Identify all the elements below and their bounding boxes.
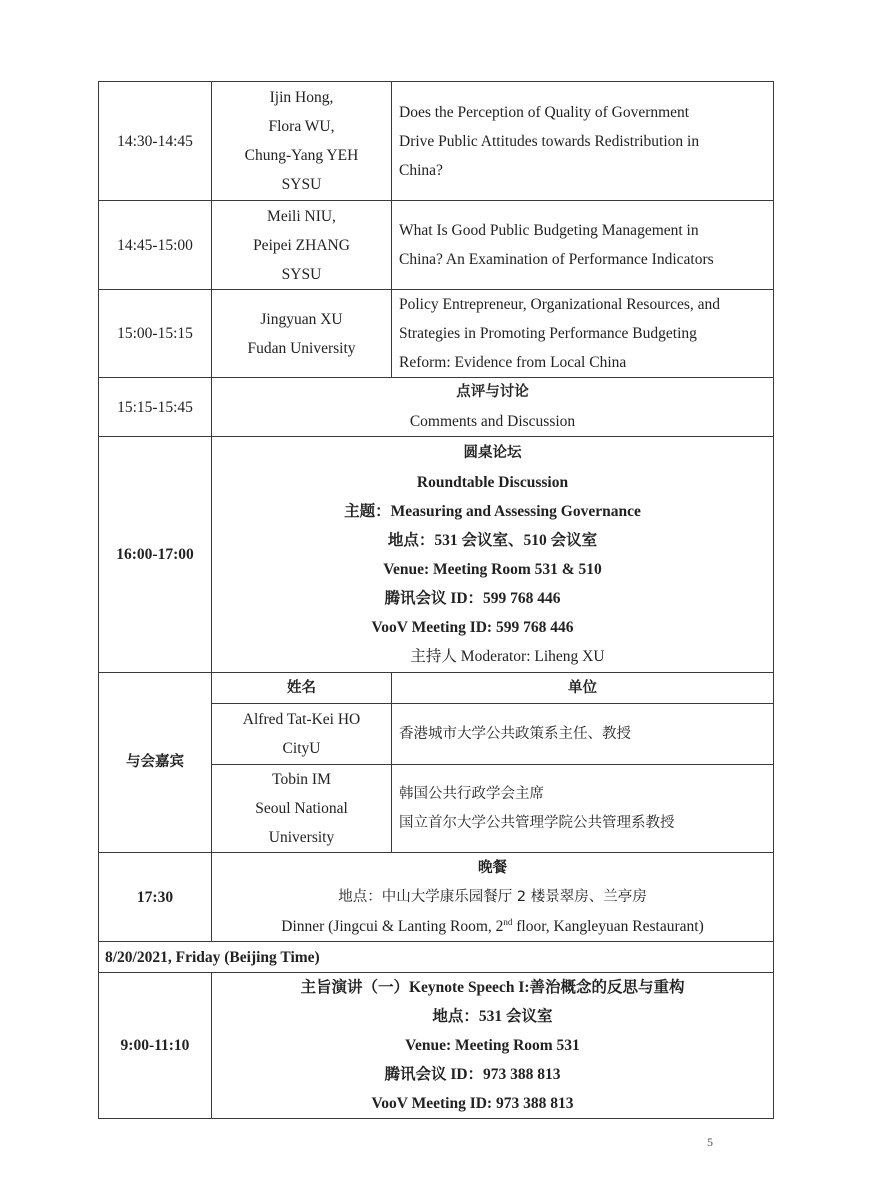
dinner-venue-en-text: floor, Kangleyuan Restaurant) bbox=[512, 917, 704, 935]
guest-name bbox=[212, 765, 392, 853]
keynote-cell bbox=[212, 973, 774, 1119]
guests-label: 与会嘉宾 bbox=[99, 673, 212, 853]
guest-name bbox=[212, 704, 392, 765]
title-line: China? bbox=[399, 161, 443, 179]
session-title bbox=[392, 290, 774, 378]
roundtable-moderator: 主持人 Moderator: Liheng XU bbox=[410, 647, 605, 665]
dinner-title-cn: 晚餐 bbox=[478, 859, 507, 876]
title-line: Drive Public Attitudes towards Redistribution in bbox=[399, 132, 700, 150]
keynote-title: 主旨演讲（一）Keynote Speech I:善治概念的反思与重构 bbox=[300, 979, 685, 996]
session-time: 14:45-15:00 bbox=[99, 201, 212, 290]
guest-affiliation bbox=[392, 765, 774, 853]
table-row bbox=[99, 201, 774, 290]
title-line: Strategies in Promoting Performance Budgeting bbox=[399, 325, 697, 342]
roundtable-venue-cn: 地点：531 会议室、510 会议室 bbox=[387, 531, 598, 549]
author-line: Jingyuan XU bbox=[260, 310, 343, 328]
session-title bbox=[392, 82, 774, 201]
guest-name-line: CityU bbox=[282, 740, 321, 757]
roundtable-title-cn: 圆桌论坛 bbox=[463, 444, 522, 461]
session-time: 14:30-14:45 bbox=[99, 82, 212, 201]
dinner-time: 17:30 bbox=[99, 853, 212, 942]
keynote-time: 9:00-11:10 bbox=[99, 973, 212, 1119]
session-authors bbox=[212, 290, 392, 378]
table-row bbox=[99, 973, 774, 1119]
table-row bbox=[99, 378, 774, 437]
author-line: Flora WU, bbox=[268, 118, 335, 135]
title-line: Policy Entrepreneur, Organizational Resources, and bbox=[399, 296, 721, 313]
title-line: Reform: Evidence from Local China bbox=[399, 354, 627, 371]
guests-header-row bbox=[99, 673, 774, 704]
guest-affiliation-line: 香港城市大学公共政策系主任、教授 bbox=[399, 725, 631, 742]
table-row bbox=[99, 290, 774, 378]
table-row bbox=[99, 82, 774, 201]
author-line: Ijin Hong, bbox=[269, 89, 334, 106]
roundtable-title-en: Roundtable Discussion bbox=[416, 473, 569, 491]
author-line: Chung-Yang YEH bbox=[244, 147, 359, 164]
title-line: Does the Perception of Quality of Government bbox=[399, 103, 690, 121]
dinner-venue-en-text: Dinner (Jingcui & Lanting Room, 2 bbox=[281, 917, 504, 935]
discussion-title-en: Comments and Discussion bbox=[409, 413, 576, 430]
roundtable-tencent-id: 腾讯会议 ID：599 768 446 bbox=[384, 589, 561, 607]
title-line: China? An Examination of Performance Indicators bbox=[399, 251, 714, 268]
guest-affiliation bbox=[392, 704, 774, 765]
discussion-cell bbox=[212, 378, 774, 437]
keynote-voov-id: VooV Meeting ID: 973 388 813 bbox=[371, 1095, 574, 1112]
guests-header-affiliation: 单位 bbox=[392, 673, 774, 704]
keynote-tencent-id: 腾讯会议 ID：973 388 813 bbox=[384, 1066, 561, 1083]
table-row bbox=[99, 853, 774, 942]
session-time: 15:00-15:15 bbox=[99, 290, 212, 378]
discussion-time: 15:15-15:45 bbox=[99, 378, 212, 437]
guest-name-line: University bbox=[268, 829, 335, 846]
roundtable-venue-en: Venue: Meeting Room 531 & 510 bbox=[383, 560, 602, 578]
day-header: 8/20/2021, Friday (Beijing Time) bbox=[99, 942, 774, 973]
title-line: What Is Good Public Budgeting Management in bbox=[399, 222, 699, 239]
roundtable-theme: 主题：Measuring and Assessing Governance bbox=[344, 502, 641, 520]
author-affiliation: Fudan University bbox=[247, 339, 356, 357]
keynote-venue-en: Venue: Meeting Room 531 bbox=[405, 1037, 580, 1054]
author-line: Meili NIU, bbox=[267, 207, 336, 225]
guest-affiliation-line: 国立首尔大学公共管理学院公共管理系教授 bbox=[399, 814, 675, 831]
guest-name-line: Tobin IM bbox=[272, 771, 331, 788]
keynote-venue-cn: 地点：531 会议室 bbox=[432, 1008, 553, 1025]
dinner-venue-en bbox=[212, 912, 773, 941]
guest-name-line: Seoul National bbox=[255, 800, 348, 817]
session-title bbox=[392, 201, 774, 290]
page-number: 5 bbox=[707, 1135, 713, 1149]
dinner-cell bbox=[212, 853, 774, 942]
discussion-title-cn: 点评与讨论 bbox=[456, 384, 529, 400]
guests-header-name: 姓名 bbox=[212, 673, 392, 704]
schedule-table bbox=[98, 81, 774, 1119]
day-header-row bbox=[99, 942, 774, 973]
author-affiliation: SYSU bbox=[281, 265, 322, 283]
author-affiliation: SYSU bbox=[281, 176, 322, 193]
dinner-venue-cn: 地点：中山大学康乐园餐厅 2 楼景翠房、兰亭房 bbox=[338, 888, 647, 905]
roundtable-time: 16:00-17:00 bbox=[99, 437, 212, 673]
session-authors bbox=[212, 82, 392, 201]
table-row bbox=[99, 437, 774, 673]
session-authors bbox=[212, 201, 392, 290]
roundtable-voov-id: VooV Meeting ID: 599 768 446 bbox=[371, 618, 574, 636]
guest-name-line: Alfred Tat-Kei HO bbox=[242, 711, 361, 728]
author-line: Peipei ZHANG bbox=[253, 236, 350, 254]
guest-affiliation-line: 韩国公共行政学会主席 bbox=[399, 785, 544, 802]
roundtable-cell bbox=[212, 437, 774, 673]
dinner-venue-en-sup: nd bbox=[503, 916, 513, 927]
